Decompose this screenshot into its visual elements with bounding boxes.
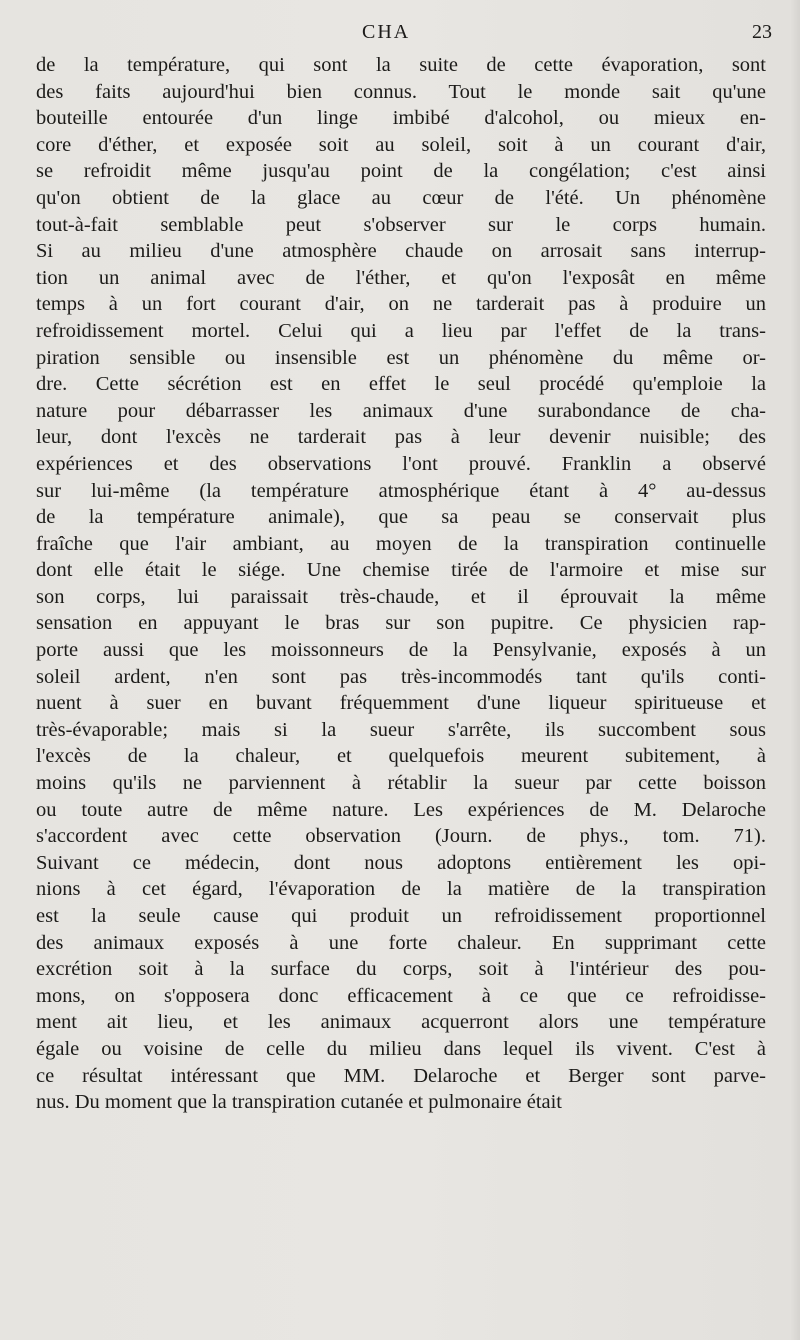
text-line: leur, dont l'excès ne tarderait pas à leur devenir nuisible; des <box>36 426 766 449</box>
text-line: se refroidit même jusqu'au point de la congélation; c'est ainsi <box>36 160 766 183</box>
text-line: tout-à-fait semblable peut s'observer sur le corps humain. <box>36 213 766 236</box>
text-line: s'accordent avec cette observation (Journ. de phys., tom. 71). <box>36 825 766 848</box>
text-line: nature pour débarrasser les animaux d'une surabondance de cha- <box>36 399 766 422</box>
text-line: temps à un fort courant d'air, on ne tarderait pas à produire un <box>36 293 766 316</box>
text-line: porte aussi que les moissonneurs de la Pensylvanie, exposés à un <box>36 639 766 662</box>
text-line: piration sensible ou insensible est un phénomène du même or- <box>36 346 766 369</box>
running-header <box>0 21 800 51</box>
text-line: soleil ardent, n'en sont pas très-incommodés tant qu'ils conti- <box>36 665 766 688</box>
text-line: fraîche que l'air ambiant, au moyen de la transpiration continuelle <box>36 532 766 555</box>
text-line: ou toute autre de même nature. Les expériences de M. Delaroche <box>36 798 766 821</box>
text-line: sur lui-même (la température atmosphérique étant à 4° au-dessus <box>36 479 766 502</box>
text-line: Si au milieu d'une atmosphère chaude on arrosait sans interrup- <box>36 240 766 263</box>
text-line: nuent à suer en buvant fréquemment d'une liqueur spiritueuse et <box>36 692 766 715</box>
text-line: refroidissement mortel. Celui qui a lieu par l'effet de la trans- <box>36 319 766 342</box>
text-line: l'excès de la chaleur, et quelquefois meurent subitement, à <box>36 745 766 768</box>
text-line: dre. Cette sécrétion est en effet le seul procédé qu'emploie la <box>36 373 766 396</box>
text-line: moins qu'ils ne parviennent à rétablir la sueur par cette boisson <box>36 772 766 795</box>
page-edge-shadow <box>790 0 800 1340</box>
text-line: est la seule cause qui produit un refroidissement proportionnel <box>36 905 766 927</box>
text-line: dont elle était le siége. Une chemise tirée de l'armoire et mise sur <box>36 559 766 582</box>
text-line: nus. Du moment que la transpiration cutanée et pulmonaire était <box>36 1091 563 1114</box>
text-line: égale ou voisine de celle du milieu dans lequel ils vivent. C'est à <box>36 1037 766 1060</box>
text-line: ment ait lieu, et les animaux acquerront alors une température <box>36 1011 766 1034</box>
text-line: sensation en appuyant le bras sur son pupitre. Ce physicien rap- <box>36 612 766 635</box>
text-line: des animaux exposés à une forte chaleur. En supprimant cette <box>36 931 766 954</box>
text-line: de la température animale), que sa peau se conservait plus <box>36 506 766 529</box>
text-line: ce résultat intéressant que MM. Delaroche et Berger sont parve- <box>36 1064 766 1087</box>
page-number: 23 <box>752 21 772 43</box>
text-line: des faits aujourd'hui bien connus. Tout le monde sait qu'une <box>36 80 766 103</box>
text-line: core d'éther, et exposée soit au soleil, soit à un courant d'air, <box>36 133 766 156</box>
text-line: Suivant ce médecin, dont nous adoptons entièrement les opi- <box>36 851 766 874</box>
text-line: tion un animal avec de l'éther, et qu'on l'exposât en même <box>36 266 766 289</box>
body-text <box>36 52 766 1116</box>
running-title: CHA <box>362 21 411 43</box>
text-line: son corps, lui paraissait très-chaude, et il éprouvait la même <box>36 585 766 608</box>
text-line: nions à cet égard, l'évaporation de la matière de la transpiration <box>36 878 766 901</box>
text-line: mons, on s'opposera donc efficacement à ce que ce refroidisse- <box>36 984 766 1007</box>
text-line: de la température, qui sont la suite de cette évaporation, sont <box>36 54 766 76</box>
text-line: qu'on obtient de la glace au cœur de l'été. Un phénomène <box>36 186 766 209</box>
text-line: expériences et des observations l'ont prouvé. Franklin a observé <box>36 452 766 475</box>
text-line: bouteille entourée d'un linge imbibé d'alcohol, ou mieux en- <box>36 107 766 130</box>
text-line: excrétion soit à la surface du corps, soit à l'intérieur des pou- <box>36 958 766 981</box>
text-line: très-évaporable; mais si la sueur s'arrête, ils succombent sous <box>36 718 766 741</box>
